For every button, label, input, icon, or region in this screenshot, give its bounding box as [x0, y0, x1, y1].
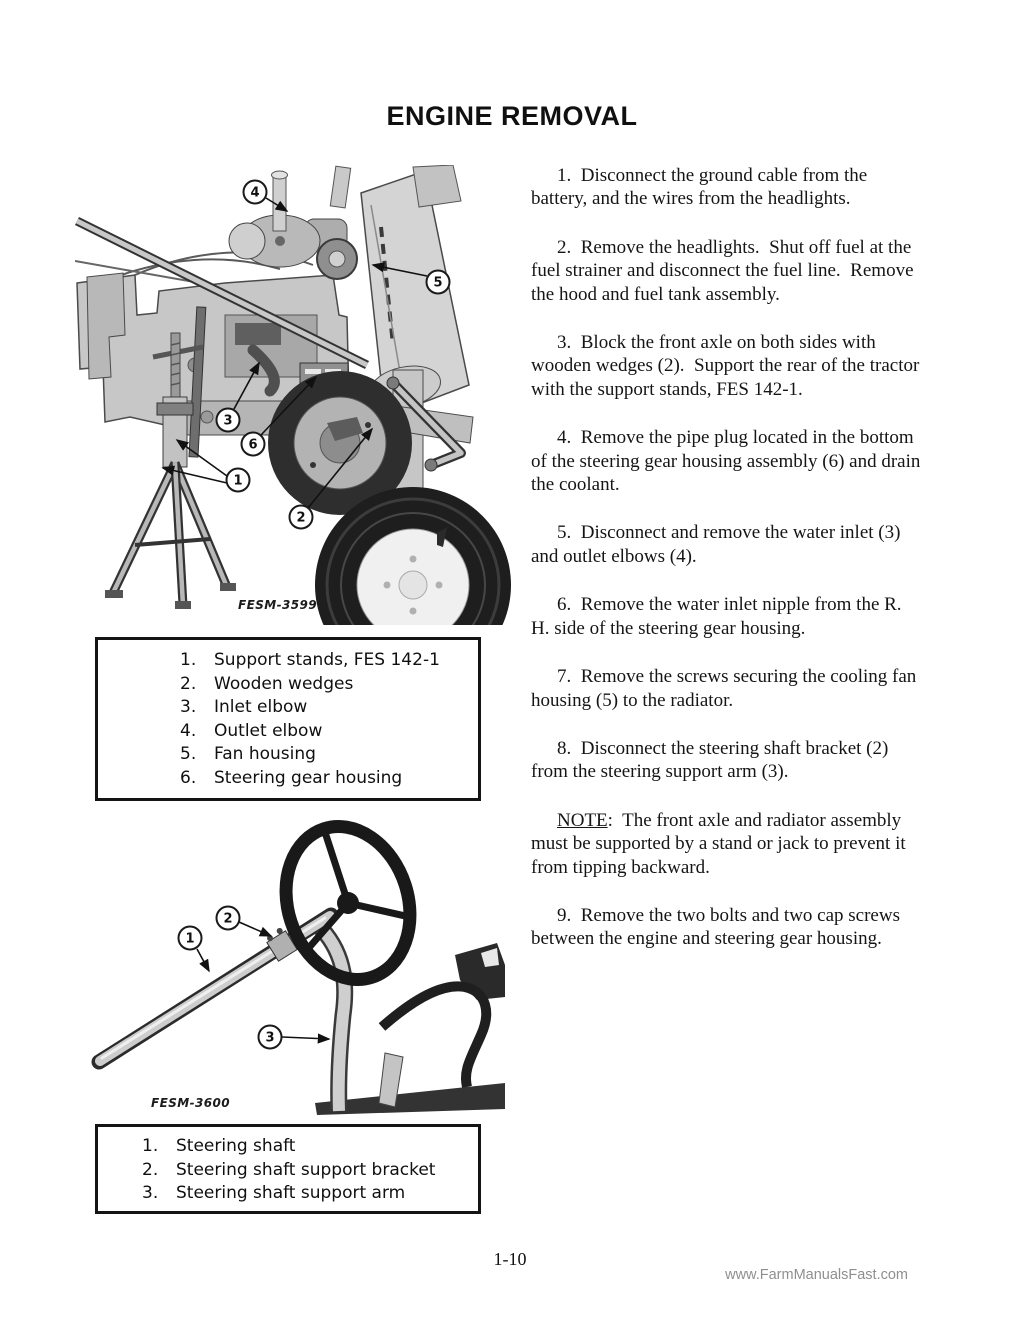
callout-1 — [179, 927, 210, 972]
legend-item: 1. Support stands, FES 142-1 — [180, 650, 440, 670]
svg-text:2: 2 — [296, 510, 306, 526]
step-1: 1. Disconnect the ground cable from the battery, and the wires from the headlights. — [531, 165, 872, 210]
svg-text:4: 4 — [250, 185, 260, 201]
svg-text:3: 3 — [223, 413, 233, 429]
svg-text:6: 6 — [248, 437, 258, 453]
legend-item: 2. Wooden wedges — [180, 673, 354, 694]
legend-item: 1. Steering shaft — [142, 1136, 296, 1156]
step-3: 3. Block the front axle on both sides with wooden wedges (2). Support the rear of the tractor with the support stands, FES 142-1. — [531, 332, 925, 400]
svg-text:1: 1 — [233, 473, 243, 489]
callout-2 — [217, 907, 272, 937]
figure-engine-front-illustration — [75, 165, 515, 625]
legend-item: 5. Fan housing — [180, 744, 316, 764]
step-4: 4. Remove the pipe plug located in the bottom of the steering gear housing assembly (6) and drain the coolant. — [531, 427, 926, 496]
step-9: 9. Remove the two bolts and two cap screws between the engine and steering gear housing. — [531, 904, 905, 950]
step-6: 6. Remove the water inlet nipple from the R. H. side of the steering gear housing. — [531, 594, 907, 639]
figure2-label: FESM-3600 — [151, 1096, 230, 1110]
svg-text:3: 3 — [265, 1030, 275, 1046]
note-text: The front axle and radiator assembly must be supported by a stand or jack to prevent it from tipping backward. — [531, 809, 911, 878]
starter-generator — [229, 215, 357, 279]
figure2-legend — [95, 1124, 481, 1214]
legend-item: 6. Steering gear housing — [180, 767, 403, 788]
figure1-label: FESM-3599 — [238, 598, 317, 612]
svg-text:2: 2 — [223, 911, 233, 927]
watermark-url: www.FarmManualsFast.com — [725, 1267, 908, 1283]
page-number: 1-10 — [493, 1249, 527, 1269]
step-2: 2. Remove the headlights. Shut off fuel at the fuel strainer and disconnect the fuel line. Remove the hood and fuel tank assembly. — [531, 236, 919, 305]
steering-assembly-illustration — [99, 815, 505, 1115]
step-7: 7. Remove the screws securing the cooling fan housing (5) to the radiator. — [531, 666, 922, 711]
callout-3 — [259, 1026, 330, 1049]
note-label: NOTE — [557, 809, 608, 831]
legend-item: 3. Steering shaft support arm — [142, 1183, 406, 1203]
legend-item: 3. Inlet elbow — [180, 697, 308, 717]
svg-text:5: 5 — [433, 275, 443, 291]
step-5: 5. Disconnect and remove the water inlet (3) and outlet elbows (4). — [531, 522, 906, 567]
steering-support-arm — [318, 925, 345, 1111]
legend-item: 2. Steering shaft support bracket — [142, 1159, 436, 1180]
tractor-engine-illustration — [75, 165, 511, 625]
step-8: 8. Disconnect the steering shaft bracket (2) from the steering support arm (3). — [531, 737, 894, 783]
figure1-legend — [95, 637, 481, 801]
note-separator: : — [607, 809, 623, 831]
page-title: ENGINE REMOVAL — [386, 101, 638, 131]
svg-text:1: 1 — [185, 931, 195, 947]
legend-item: 4. Outlet elbow — [180, 720, 323, 741]
figure-steering-shaft-illustration — [85, 815, 505, 1115]
procedure-steps — [531, 164, 926, 976]
note-paragraph — [531, 809, 923, 879]
